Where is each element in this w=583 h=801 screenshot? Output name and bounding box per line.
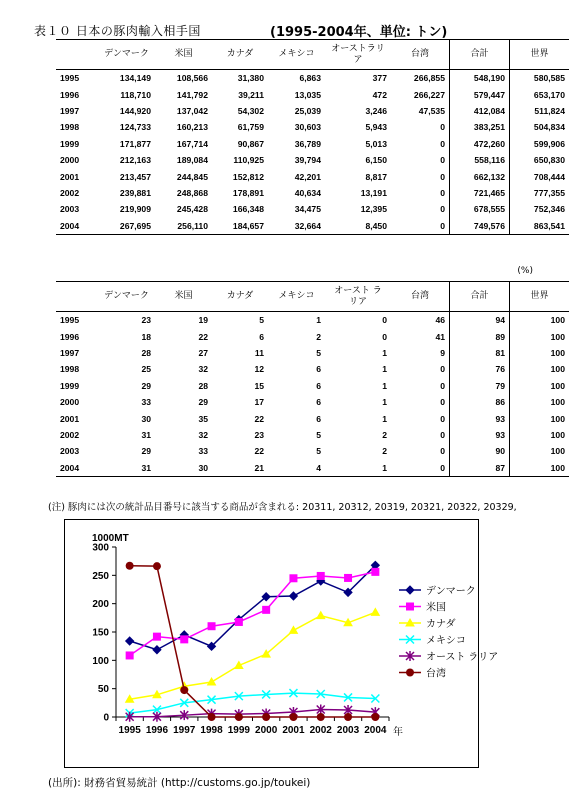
value-cell: 8,817 xyxy=(365,171,387,182)
value-cell: 40,634 xyxy=(294,187,321,198)
x-tick-label: 1995 xyxy=(118,725,141,736)
year-cell: 2004 xyxy=(56,218,98,235)
value-cell: 100 xyxy=(510,378,570,394)
value-cell: 32,664 xyxy=(268,218,325,235)
header-col: デンマーク xyxy=(98,40,155,70)
value-cell: 13,191 xyxy=(360,187,387,198)
year-cell: 2001 xyxy=(60,413,80,424)
value-cell: 0 xyxy=(440,446,445,457)
value-cell: 267,695 xyxy=(98,218,155,235)
legend-label: デンマーク xyxy=(426,586,476,597)
value-cell: 108,566 xyxy=(176,73,208,84)
value-cell: 2 xyxy=(316,331,321,342)
value-cell: 25 xyxy=(141,364,151,375)
percent-table-header xyxy=(56,282,569,312)
value-cell: 1 xyxy=(382,347,387,358)
table-row xyxy=(56,378,569,394)
data-point xyxy=(208,678,216,685)
header-col: カナダ xyxy=(212,282,268,312)
value-cell: 81 xyxy=(450,345,510,361)
year-cell: 2003 xyxy=(60,204,80,215)
footnote: (注) 豚肉には次の統計品目番号に該当する商品が含まれる: 20311, 20312, 20319, 20321, 20322, 20329, xyxy=(48,502,517,513)
value-cell: 29 xyxy=(141,380,151,391)
header-year xyxy=(56,282,98,312)
y-tick-label: 100 xyxy=(92,655,109,667)
value-cell: 244,845 xyxy=(176,171,208,182)
value-cell: 22 xyxy=(198,331,208,342)
year-cell: 2002 xyxy=(60,429,80,440)
year-cell: 1997 xyxy=(60,347,80,358)
table-row xyxy=(56,70,569,87)
year-cell: 1998 xyxy=(60,364,80,375)
data-point xyxy=(180,686,188,694)
header-col: 世界 xyxy=(510,282,570,312)
value-cell: 54,302 xyxy=(237,105,264,116)
value-cell: 1 xyxy=(382,397,387,408)
x-tick-label: 2002 xyxy=(309,725,332,736)
table-row xyxy=(56,86,569,102)
legend-label: オースト ラリア xyxy=(426,652,499,663)
value-cell: 752,346 xyxy=(510,201,570,217)
title-main: 表１０ 日本の豚肉輸入相手国 xyxy=(34,24,201,38)
header-col: 台湾 xyxy=(391,282,450,312)
header-col: 台湾 xyxy=(391,40,450,70)
legend-marker xyxy=(406,603,414,611)
value-cell: 100 xyxy=(510,361,570,377)
data-point xyxy=(371,713,379,721)
table-row xyxy=(56,103,569,119)
import-line-chart xyxy=(65,520,499,767)
header-col: オーストラリア xyxy=(325,40,391,70)
value-cell: 171,877 xyxy=(119,138,151,149)
table-row xyxy=(56,345,569,361)
value-cell: 42,201 xyxy=(294,171,321,182)
value-cell: 29 xyxy=(141,446,151,457)
year-cell: 2003 xyxy=(60,446,80,457)
year-cell: 1997 xyxy=(60,105,80,116)
value-cell: 239,881 xyxy=(119,187,151,198)
value-cell: 6 xyxy=(316,380,321,391)
y-tick-label: 200 xyxy=(92,599,109,611)
legend-label: 米国 xyxy=(426,602,446,614)
data-point xyxy=(262,713,270,721)
value-cell: 6 xyxy=(316,413,321,424)
value-cell: 35 xyxy=(198,413,208,424)
year-cell: 2002 xyxy=(60,187,80,198)
value-cell: 93 xyxy=(450,427,510,443)
value-cell: 100 xyxy=(510,443,570,459)
value-cell: 144,920 xyxy=(119,105,151,116)
value-cell: 511,824 xyxy=(510,103,570,119)
value-cell: 39,794 xyxy=(294,155,321,166)
value-cell: 0 xyxy=(440,122,445,133)
legend-label: 台湾 xyxy=(426,668,446,680)
value-cell: 100 xyxy=(510,410,570,426)
year-cell: 1999 xyxy=(60,138,80,149)
value-cell: 383,251 xyxy=(450,119,510,135)
value-cell: 6 xyxy=(259,331,264,342)
header-col: 合計 xyxy=(450,40,510,70)
tons-table xyxy=(56,39,569,235)
header-col: メキシコ xyxy=(268,282,325,312)
data-point xyxy=(180,635,188,643)
data-point xyxy=(126,637,134,645)
value-cell: 5 xyxy=(316,429,321,440)
value-cell: 0 xyxy=(440,138,445,149)
y-tick-label: 150 xyxy=(92,627,109,639)
value-cell: 93 xyxy=(450,410,510,426)
value-cell: 5 xyxy=(316,446,321,457)
y-tick-label: 0 xyxy=(103,712,109,724)
value-cell: 580,585 xyxy=(510,70,570,87)
table-row xyxy=(56,361,569,377)
value-cell: 599,906 xyxy=(510,136,570,152)
data-point xyxy=(317,572,325,580)
value-cell: 100 xyxy=(510,460,570,477)
value-cell: 90,867 xyxy=(237,138,264,149)
value-cell: 1 xyxy=(382,364,387,375)
data-point xyxy=(208,622,216,630)
header-col: 米国 xyxy=(155,40,212,70)
value-cell: 17 xyxy=(254,397,264,408)
legend-label: カナダ xyxy=(426,619,456,630)
data-point xyxy=(289,713,297,721)
data-point xyxy=(371,608,379,615)
value-cell: 2 xyxy=(382,446,387,457)
value-cell: 1 xyxy=(316,315,321,326)
table-row xyxy=(56,427,569,443)
x-tick-label: 1996 xyxy=(145,725,169,736)
table-row xyxy=(56,136,569,152)
table-row xyxy=(56,410,569,426)
value-cell: 5,943 xyxy=(365,122,387,133)
value-cell: 100 xyxy=(510,328,570,344)
value-cell: 160,213 xyxy=(176,122,208,133)
value-cell: 29 xyxy=(198,397,208,408)
value-cell: 100 xyxy=(510,394,570,410)
year-cell: 1999 xyxy=(60,380,80,391)
series-line xyxy=(130,710,376,717)
value-cell: 22 xyxy=(254,413,264,424)
data-point xyxy=(153,633,161,641)
value-cell: 19 xyxy=(198,315,208,326)
value-cell: 6 xyxy=(316,364,321,375)
value-cell: 34,475 xyxy=(294,204,321,215)
table-row xyxy=(56,312,569,329)
legend-marker xyxy=(406,586,414,594)
value-cell: 2 xyxy=(382,429,387,440)
value-cell: 124,733 xyxy=(119,122,151,133)
year-cell: 1998 xyxy=(60,122,80,133)
data-point xyxy=(126,651,134,659)
y-tick-label: 250 xyxy=(92,570,109,582)
year-cell: 1995 xyxy=(60,315,80,326)
value-cell: 8,450 xyxy=(325,218,391,235)
series-line xyxy=(130,572,376,656)
value-cell: 152,812 xyxy=(232,171,264,182)
data-point xyxy=(344,713,352,721)
value-cell: 219,909 xyxy=(119,204,151,215)
table-row xyxy=(56,168,569,184)
table-row xyxy=(56,218,569,235)
value-cell: 6,150 xyxy=(365,155,387,166)
x-tick-label: 2004 xyxy=(364,725,387,736)
value-cell: 0 xyxy=(440,380,445,391)
value-cell: 721,465 xyxy=(450,185,510,201)
table-row xyxy=(56,394,569,410)
value-cell: 31 xyxy=(141,429,151,440)
value-cell: 245,428 xyxy=(176,204,208,215)
value-cell: 47,535 xyxy=(418,105,445,116)
header-col: オースト ラリア xyxy=(325,282,391,312)
value-cell: 6,863 xyxy=(299,73,321,84)
value-cell: 213,457 xyxy=(119,171,151,182)
year-cell: 2001 xyxy=(60,171,80,182)
value-cell: 777,355 xyxy=(510,185,570,201)
value-cell: 21 xyxy=(212,460,268,477)
value-cell: 86 xyxy=(450,394,510,410)
value-cell: 12,395 xyxy=(360,204,387,215)
value-cell: 266,227 xyxy=(413,89,445,100)
value-cell: 3,246 xyxy=(365,105,387,116)
year-cell: 2004 xyxy=(56,460,98,477)
value-cell: 653,170 xyxy=(510,86,570,102)
value-cell: 749,576 xyxy=(450,218,510,235)
value-cell: 0 xyxy=(440,397,445,408)
table-row xyxy=(56,201,569,217)
value-cell: 87 xyxy=(450,460,510,477)
value-cell: 13,035 xyxy=(294,89,321,100)
value-cell: 61,759 xyxy=(237,122,264,133)
value-cell: 36,789 xyxy=(294,138,321,149)
data-point xyxy=(317,612,325,619)
value-cell: 708,444 xyxy=(510,168,570,184)
value-cell: 0 xyxy=(440,204,445,215)
value-cell: 0 xyxy=(391,460,450,477)
table-row xyxy=(56,328,569,344)
value-cell: 167,714 xyxy=(176,138,208,149)
table-row xyxy=(56,460,569,477)
data-point xyxy=(371,568,379,576)
value-cell: 166,348 xyxy=(232,204,264,215)
data-point xyxy=(289,574,297,582)
source-note: (出所): 財務省貿易統計 (http://customs.go.jp/toukei) xyxy=(48,777,311,789)
y-tick-label: 300 xyxy=(92,542,109,554)
year-cell: 2000 xyxy=(60,155,80,166)
legend-marker xyxy=(406,669,414,677)
value-cell: 548,190 xyxy=(450,70,510,87)
value-cell: 100 xyxy=(510,427,570,443)
x-tick-label: 2000 xyxy=(255,725,278,736)
header-col: デンマーク xyxy=(98,282,155,312)
value-cell: 472 xyxy=(372,89,387,100)
value-cell: 1 xyxy=(382,380,387,391)
table-row xyxy=(56,152,569,168)
year-cell: 1995 xyxy=(60,73,80,84)
value-cell: 1 xyxy=(325,460,391,477)
value-cell: 39,211 xyxy=(238,89,264,100)
value-cell: 79 xyxy=(450,378,510,394)
value-cell: 0 xyxy=(440,429,445,440)
value-cell: 9 xyxy=(440,347,445,358)
value-cell: 1 xyxy=(382,413,387,424)
legend-label: メキシコ xyxy=(426,635,466,647)
title-unit: (1995-2004年、単位: トン) xyxy=(270,25,448,40)
table-row xyxy=(56,119,569,135)
header-col: 世界 xyxy=(510,40,570,70)
value-cell: 33 xyxy=(198,446,208,457)
value-cell: 579,447 xyxy=(450,86,510,102)
chart-frame xyxy=(64,519,499,768)
data-point xyxy=(208,713,216,721)
value-cell: 189,084 xyxy=(176,155,208,166)
data-point xyxy=(344,574,352,582)
value-cell: 100 xyxy=(510,345,570,361)
value-cell: 0 xyxy=(440,413,445,424)
value-cell: 30 xyxy=(155,460,212,477)
y-axis-label: 1000MT xyxy=(92,533,129,544)
value-cell: 650,830 xyxy=(510,152,570,168)
header-col: 合計 xyxy=(450,282,510,312)
value-cell: 256,110 xyxy=(155,218,212,235)
value-cell: 23 xyxy=(141,315,151,326)
value-cell: 266,855 xyxy=(413,73,445,84)
header-col: メキシコ xyxy=(268,40,325,70)
data-point xyxy=(153,646,161,654)
value-cell: 184,657 xyxy=(212,218,268,235)
value-cell: 110,925 xyxy=(233,155,264,166)
value-cell: 118,710 xyxy=(120,89,151,100)
value-cell: 472,260 xyxy=(450,136,510,152)
year-cell: 1996 xyxy=(60,89,80,100)
table-row xyxy=(56,185,569,201)
year-cell: 2000 xyxy=(60,397,80,408)
value-cell: 46 xyxy=(435,315,445,326)
value-cell: 23 xyxy=(254,429,264,440)
value-cell: 0 xyxy=(382,315,387,326)
value-cell: 28 xyxy=(198,380,208,391)
value-cell: 134,149 xyxy=(119,73,151,84)
value-cell: 90 xyxy=(450,443,510,459)
data-point xyxy=(317,713,325,721)
x-tick-label: 1997 xyxy=(173,725,196,736)
value-cell: 863,541 xyxy=(510,218,570,235)
series-line xyxy=(130,612,376,699)
value-cell: 89 xyxy=(450,328,510,344)
value-cell: 41 xyxy=(435,331,445,342)
value-cell: 94 xyxy=(450,312,510,329)
value-cell: 32 xyxy=(198,364,208,375)
value-cell: 678,555 xyxy=(450,201,510,217)
value-cell: 76 xyxy=(450,361,510,377)
header-col: 米国 xyxy=(155,282,212,312)
value-cell: 27 xyxy=(198,347,208,358)
data-point xyxy=(153,562,161,570)
value-cell: 5,013 xyxy=(365,138,387,149)
value-cell: 6 xyxy=(316,397,321,408)
table-title xyxy=(34,22,448,40)
value-cell: 0 xyxy=(382,331,387,342)
value-cell: 4 xyxy=(268,460,325,477)
value-cell: 28 xyxy=(141,347,151,358)
value-cell: 662,132 xyxy=(450,168,510,184)
data-point xyxy=(289,626,297,633)
x-tick-label: 2003 xyxy=(336,725,360,736)
value-cell: 558,116 xyxy=(450,152,510,168)
value-cell: 412,084 xyxy=(450,103,510,119)
value-cell: 0 xyxy=(440,171,445,182)
header-col: カナダ xyxy=(212,40,268,70)
value-cell: 0 xyxy=(391,218,450,235)
value-cell: 31,380 xyxy=(237,73,264,84)
value-cell: 141,792 xyxy=(176,89,208,100)
y-tick-label: 50 xyxy=(97,684,109,696)
value-cell: 504,834 xyxy=(510,119,570,135)
percent-table xyxy=(56,281,569,477)
tons-table-header xyxy=(56,40,569,70)
value-cell: 248,868 xyxy=(176,187,208,198)
value-cell: 137,042 xyxy=(176,105,208,116)
value-cell: 12 xyxy=(254,364,264,375)
value-cell: 11 xyxy=(254,347,264,358)
percent-label: (%) xyxy=(517,266,533,276)
header-year xyxy=(56,40,98,70)
value-cell: 30,603 xyxy=(294,122,321,133)
value-cell: 0 xyxy=(440,187,445,198)
data-point xyxy=(262,606,270,614)
x-tick-label: 2001 xyxy=(282,725,305,736)
value-cell: 377 xyxy=(372,73,387,84)
value-cell: 0 xyxy=(440,155,445,166)
value-cell: 5 xyxy=(259,315,264,326)
value-cell: 32 xyxy=(198,429,208,440)
value-cell: 100 xyxy=(510,312,570,329)
data-point xyxy=(126,562,134,570)
value-cell: 18 xyxy=(141,331,151,342)
value-cell: 30 xyxy=(141,413,151,424)
x-tick-label: 1999 xyxy=(227,725,250,736)
x-tick-label: 1998 xyxy=(200,725,223,736)
value-cell: 212,163 xyxy=(119,155,151,166)
year-cell: 1996 xyxy=(60,331,80,342)
x-axis-label: 年 xyxy=(393,727,403,738)
table-row xyxy=(56,443,569,459)
value-cell: 15 xyxy=(254,380,264,391)
value-cell: 5 xyxy=(316,347,321,358)
value-cell: 31 xyxy=(98,460,155,477)
data-point xyxy=(235,618,243,626)
data-point xyxy=(289,592,297,600)
value-cell: 0 xyxy=(440,364,445,375)
value-cell: 178,891 xyxy=(232,187,264,198)
value-cell: 22 xyxy=(254,446,264,457)
value-cell: 33 xyxy=(141,397,151,408)
value-cell: 25,039 xyxy=(294,105,321,116)
data-point xyxy=(235,713,243,721)
